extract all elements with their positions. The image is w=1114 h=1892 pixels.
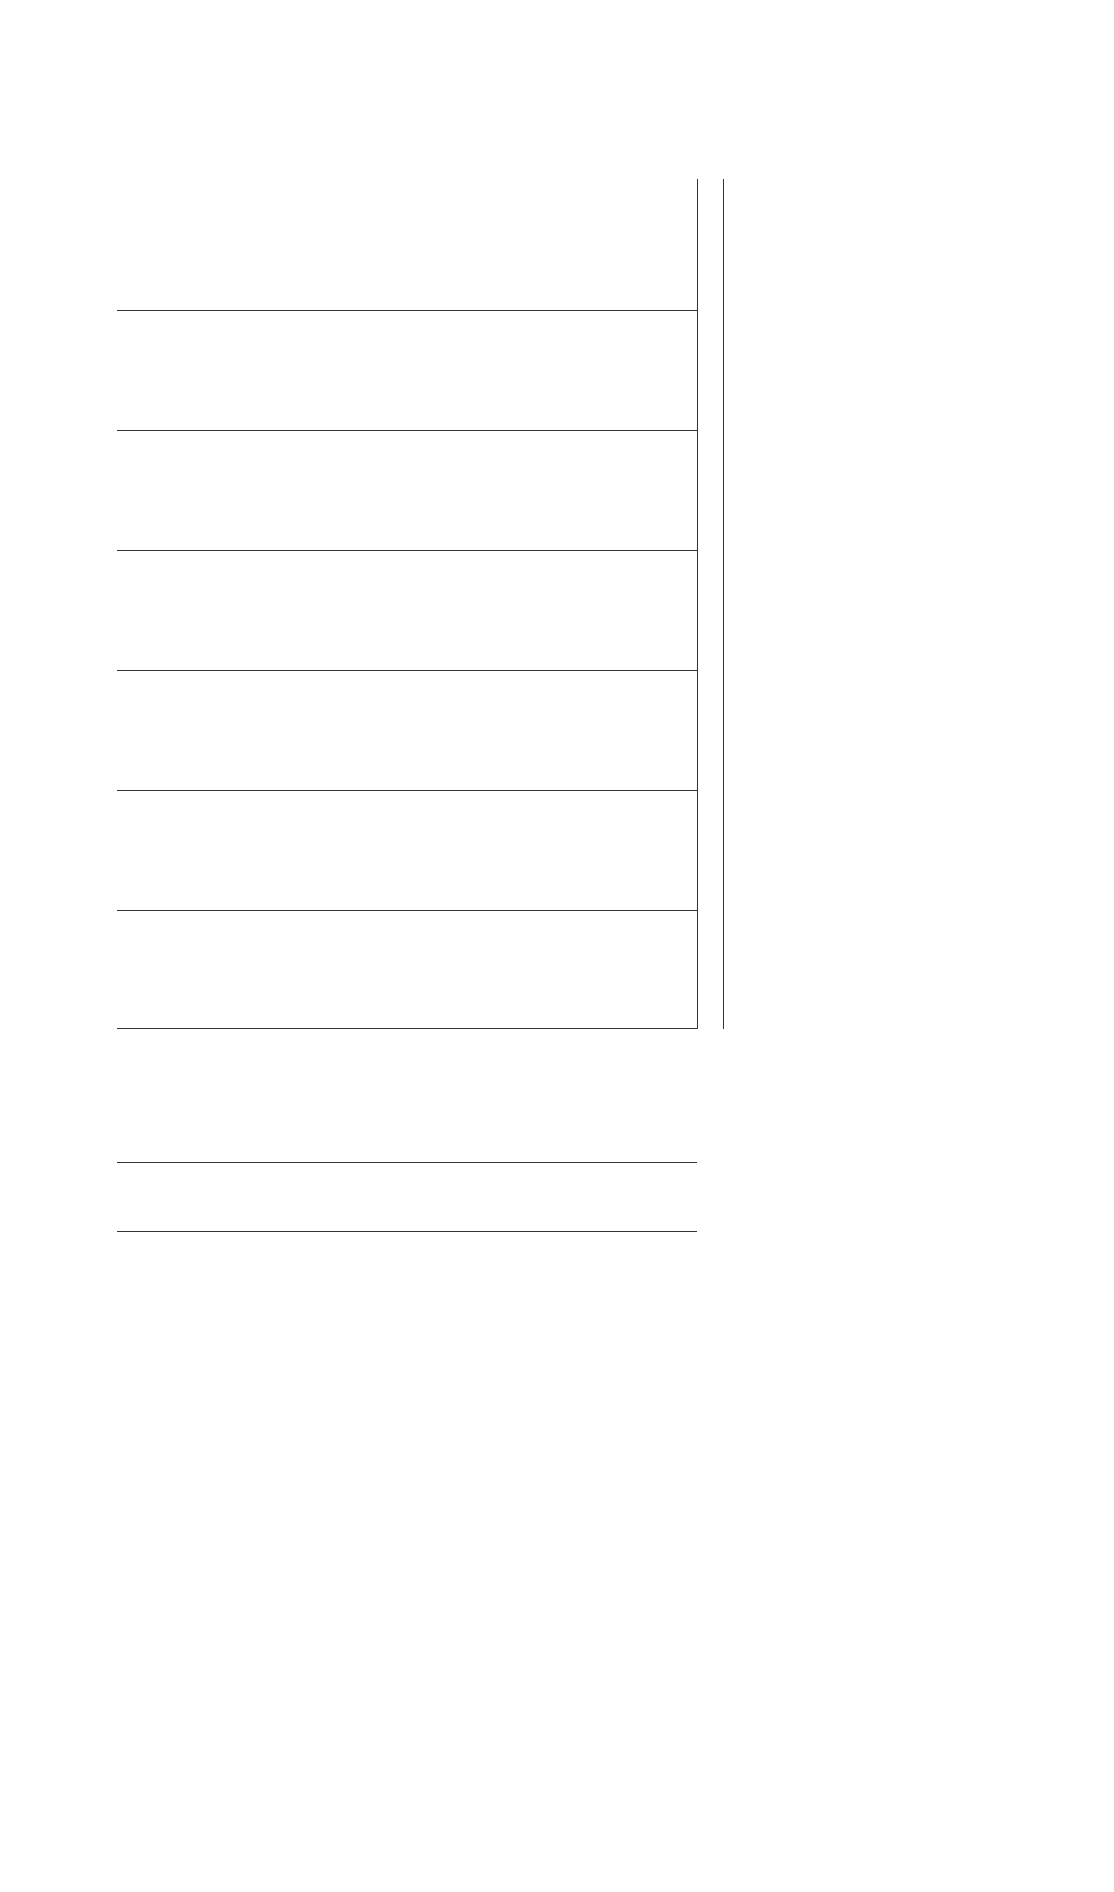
rule bbox=[117, 310, 697, 311]
rule bbox=[117, 1162, 697, 1163]
rule bbox=[697, 179, 698, 1029]
rule bbox=[117, 1028, 697, 1029]
rule bbox=[117, 670, 697, 671]
rule bbox=[117, 910, 697, 911]
rotated-table bbox=[117, 173, 1032, 1795]
rule bbox=[117, 550, 697, 551]
rule bbox=[117, 430, 697, 431]
rule bbox=[117, 1231, 697, 1232]
rule bbox=[723, 179, 724, 1029]
total-row bbox=[704, 173, 720, 1795]
rule bbox=[117, 790, 697, 791]
